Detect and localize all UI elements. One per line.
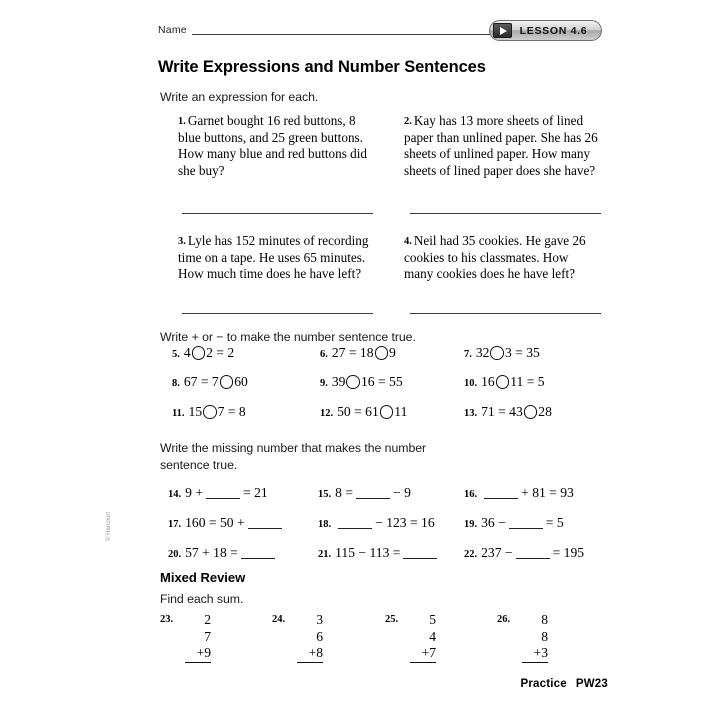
operator-direction: Write + or − to make the number sentence true. <box>160 330 416 344</box>
problem-number: 23. <box>160 614 174 625</box>
addend-stack <box>185 612 211 663</box>
column-sum-problem <box>385 612 436 663</box>
expression-right: 11 <box>394 404 408 419</box>
problem-number: 13. <box>464 407 478 419</box>
expression-left: 32 <box>475 345 490 360</box>
problem-number: 8. <box>172 377 180 389</box>
column-sum-problem <box>160 612 211 663</box>
operator-circle[interactable] <box>490 346 504 360</box>
expression-right: 16 = 55 <box>360 374 403 389</box>
problem-number: 9. <box>320 377 328 389</box>
missing-number-blank[interactable] <box>206 487 240 499</box>
problem-number: 14. <box>168 488 182 500</box>
missing-number-blank[interactable] <box>516 547 550 559</box>
name-label: Name <box>158 24 187 36</box>
answer-line-4[interactable] <box>410 313 601 314</box>
margin-credit: © Harcourt <box>106 511 112 541</box>
expression-left: 15 <box>188 404 203 419</box>
expression-left: 4 <box>183 345 191 360</box>
operator-circle[interactable] <box>375 346 389 360</box>
missing-number-problem <box>318 515 435 531</box>
missing-number-problem <box>464 545 584 561</box>
expression-left: 16 <box>481 374 495 389</box>
addend-last: +9 <box>185 645 211 663</box>
missing-number-blank[interactable] <box>509 517 543 529</box>
answer-line-1[interactable] <box>182 213 373 214</box>
problem-number: 1. <box>178 115 186 127</box>
problem-text: Lyle has 152 minutes of recording time on a tape. He uses 65 minutes. How much time does he have left? <box>178 233 369 282</box>
problem-text: Neil had 35 cookies. He gave 26 cookies to his classmates. How many cookies does he have left? <box>404 233 586 282</box>
missing-number-problem <box>168 515 285 531</box>
operator-problem <box>464 374 545 390</box>
addend-last: +8 <box>297 645 323 663</box>
name-field-row <box>158 24 493 37</box>
expression-left: 237 − <box>481 545 513 560</box>
missing-number-problem <box>168 485 268 501</box>
name-write-line[interactable] <box>192 34 493 35</box>
missing-number-blank[interactable] <box>248 517 282 529</box>
addend: 8 <box>541 612 548 627</box>
problem-number: 15. <box>318 488 332 500</box>
problem-number: 6. <box>320 348 328 360</box>
page-title: Write Expressions and Number Sentences <box>158 58 486 76</box>
expression-left: 27 = 18 <box>331 345 374 360</box>
addend: 5 <box>429 612 436 627</box>
operator-problem <box>320 345 396 361</box>
answer-line-3[interactable] <box>182 313 373 314</box>
operator-problem <box>464 345 540 361</box>
word-problem-2 <box>404 113 600 179</box>
problem-text: Kay has 13 more sheets of lined paper than unlined paper. She has 26 sheets of unlined paper. How many sheets of lined paper does she have? <box>404 113 598 178</box>
expression-left: 9 + <box>185 485 203 500</box>
expression-left: 71 = 43 <box>481 404 523 419</box>
expression-right: 28 <box>538 404 552 419</box>
problem-text: Garnet bought 16 red buttons, 8 blue buttons, and 25 green buttons. How many blue and red buttons did she buy? <box>178 113 367 178</box>
operator-circle[interactable] <box>192 346 206 360</box>
problem-number: 4. <box>404 235 412 247</box>
expression-right: 3 = 35 <box>504 345 540 360</box>
missing-number-direction: Write the missing number that makes the number sentence true. <box>160 441 427 472</box>
missing-number-problem <box>318 545 440 561</box>
problem-number: 25. <box>385 614 399 625</box>
expression-left: 115 − 113 = <box>335 545 401 560</box>
missing-number-blank[interactable] <box>241 547 275 559</box>
expression-right: − 123 = 16 <box>375 515 435 530</box>
expression-right: 7 = 8 <box>217 404 246 419</box>
operator-circle[interactable] <box>524 405 538 419</box>
problem-number: 7. <box>464 348 472 360</box>
missing-number-problem <box>168 545 278 561</box>
problem-number: 11. <box>172 407 185 419</box>
addend: 8 <box>541 628 548 644</box>
problem-number: 16. <box>464 488 478 500</box>
expression-right: 2 = 2 <box>206 345 235 360</box>
expression-left: 160 = 50 + <box>185 515 245 530</box>
expression-left: 50 = 61 <box>337 404 379 419</box>
column-sum-problem <box>497 612 548 663</box>
addend-stack <box>522 612 548 663</box>
problem-number: 18. <box>318 518 332 530</box>
operator-circle[interactable] <box>220 375 234 389</box>
missing-number-problem <box>464 515 564 531</box>
problem-number: 3. <box>178 235 186 247</box>
operator-problem <box>464 404 552 420</box>
word-problem-1 <box>178 113 374 179</box>
footer-page-number: PW23 <box>575 678 608 690</box>
problem-number: 17. <box>168 518 182 530</box>
expressions-direction: Write an expression for each. <box>160 90 319 104</box>
addend-last: +7 <box>410 645 436 663</box>
expression-left: 67 = 7 <box>183 374 219 389</box>
footer <box>521 678 608 690</box>
missing-number-blank[interactable] <box>484 487 518 499</box>
operator-circle[interactable] <box>346 375 360 389</box>
problem-number: 22. <box>464 548 478 560</box>
column-sum-problem <box>272 612 323 663</box>
operator-circle[interactable] <box>496 375 510 389</box>
operator-problem <box>172 345 234 361</box>
expression-right: 9 <box>389 345 396 360</box>
problem-number: 20. <box>168 548 182 560</box>
lesson-badge-label: LESSON 4.6 <box>519 24 588 37</box>
expression-left: 8 = <box>335 485 353 500</box>
addend: 3 <box>316 612 323 627</box>
operator-problem <box>320 404 407 420</box>
footer-label: Practice <box>520 678 567 690</box>
addend: 7 <box>204 628 211 644</box>
operator-problem <box>172 374 248 390</box>
expression-left: 36 − <box>481 515 506 530</box>
operator-problem <box>320 374 403 390</box>
addend: 6 <box>316 628 323 644</box>
problem-number: 12. <box>320 407 334 419</box>
missing-number-problem <box>318 485 411 501</box>
missing-number-blank[interactable] <box>403 547 437 559</box>
word-problem-4 <box>404 233 600 283</box>
problem-number: 2. <box>404 115 412 127</box>
play-triangle-icon <box>493 23 512 38</box>
lesson-badge <box>489 20 602 41</box>
mixed-review-direction: Find each sum. <box>160 592 244 606</box>
expression-left: 57 + 18 = <box>185 545 238 560</box>
operator-circle[interactable] <box>380 405 394 419</box>
problem-number: 10. <box>464 377 478 389</box>
operator-circle[interactable] <box>203 405 217 419</box>
expression-right: 11 = 5 <box>510 374 545 389</box>
expression-right: = 195 <box>552 545 585 560</box>
problem-number: 5. <box>172 348 180 360</box>
expression-right: − 9 <box>393 485 411 500</box>
addend: 4 <box>429 628 436 644</box>
missing-number-blank[interactable] <box>338 517 372 529</box>
expression-right: 60 <box>234 374 248 389</box>
problem-number: 21. <box>318 548 332 560</box>
operator-problem <box>172 404 246 420</box>
mixed-review-heading: Mixed Review <box>160 570 246 585</box>
missing-number-problem <box>464 485 574 501</box>
word-problem-3 <box>178 233 374 283</box>
expression-left: 39 <box>331 374 346 389</box>
addend-last: +3 <box>522 645 548 663</box>
problem-number: 24. <box>272 614 286 625</box>
addend: 2 <box>204 612 211 627</box>
addend-stack <box>410 612 436 663</box>
missing-number-blank[interactable] <box>356 487 390 499</box>
expression-right: + 81 = 93 <box>521 485 574 500</box>
expression-right: = 21 <box>243 485 268 500</box>
expression-right: = 5 <box>545 515 564 530</box>
problem-number: 26. <box>497 614 511 625</box>
answer-line-2[interactable] <box>410 213 601 214</box>
problem-number: 19. <box>464 518 478 530</box>
addend-stack <box>297 612 323 663</box>
